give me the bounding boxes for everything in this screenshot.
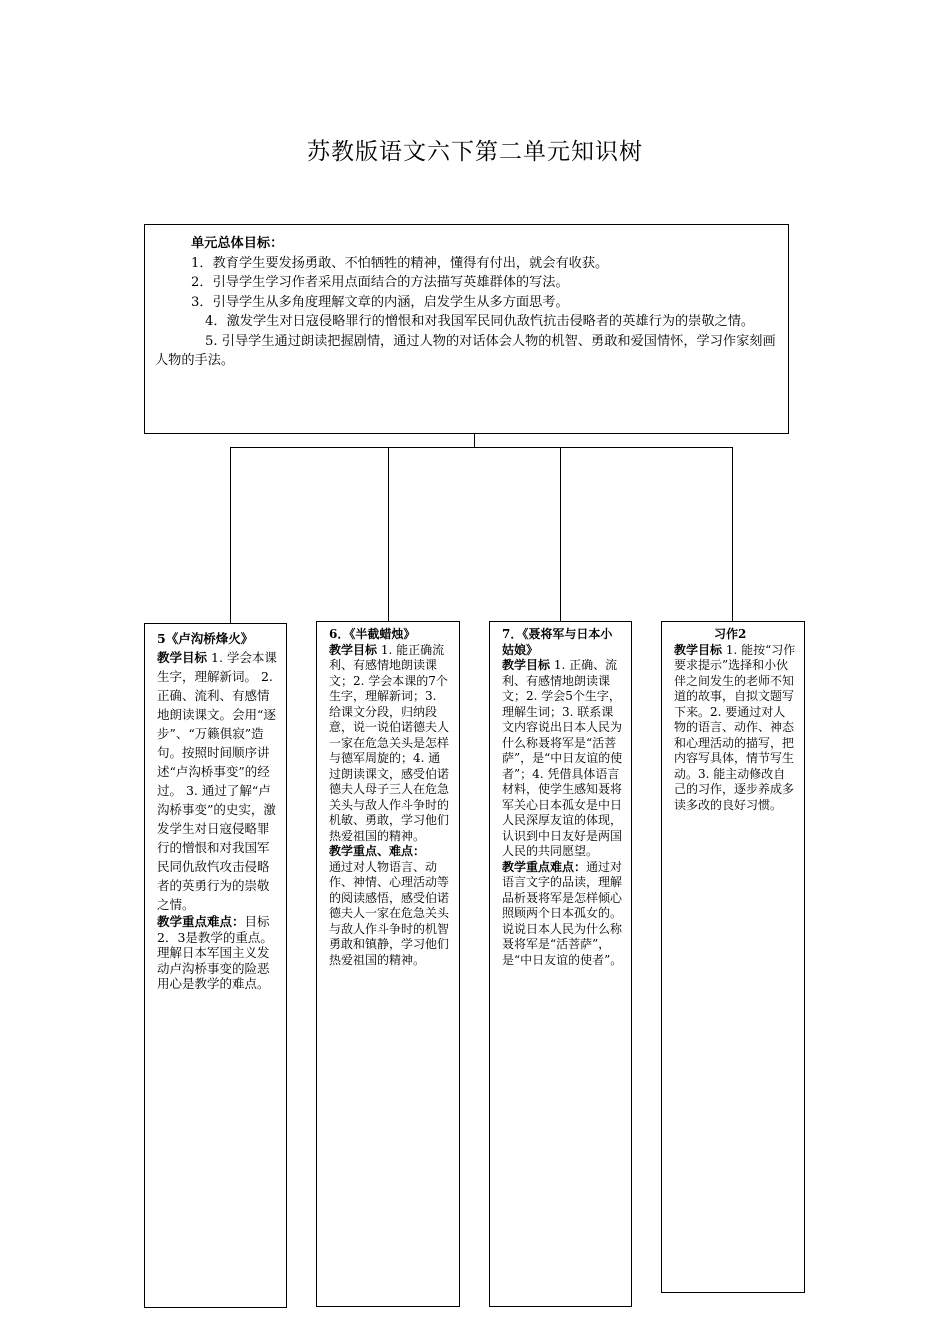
lesson-card-banjie-lazhu <box>316 621 460 1307</box>
key-text: 通过对人物语言、动作、神情、心理活动等的阅读感悟，感受伯诺德夫人一家在危急关头与敌人作斗争时的机智勇敢和镇静，学习他们热爱祖国的精神。 <box>329 859 450 967</box>
key-label: 教学重点难点： <box>502 859 587 874</box>
unit-goal-item: 3．引导学生从多角度理解文章的内涵，启发学生从多方面思考。 <box>191 294 569 310</box>
key-text: 目标2．3是教学的重点。理解日本军国主义发动卢沟桥事变的险恶用心是教学的难点。 <box>157 914 273 991</box>
unit-goal-item: 5. 引导学生通过朗读把握剧情，通过人物的对话体会人物的机智、勇敢和爱国情怀，学习作家刻画人物的手法。 <box>155 333 776 368</box>
lesson-title: 6．《半截蜡烛》 <box>329 627 416 641</box>
goal-label: 教学目标 <box>329 642 378 657</box>
goal-label: 教学目标 <box>157 650 208 665</box>
goal-text: 1. 能正确流利、有感情地朗读课文；2. 学会本课的7个生字，理解新词；3. 给课文分段，归纳段意，说一说伯诺德夫人一家在危急关头是怎样与德军周旋的；4. 通过朗读课文，感受伯诺德夫人母子三人在危急关头与敌人作斗争时的机敏、勇敢，学习他们热爱祖国的精神。 <box>329 642 450 843</box>
key-label: 教学重点、难点： <box>329 844 426 858</box>
lesson-card-lugouqiao <box>144 623 287 1308</box>
unit-goal-item: 2．引导学生学习作者采用点面结合的方法描写英雄群体的写法。 <box>191 275 569 290</box>
page-title: 苏教版语文六下第二单元知识树 <box>307 139 643 165</box>
goal-text: 1. 能按“习作要求提示”选择和小伙伴之间发生的老师不知道的故事，自拟文题写下来。2. 要通过对人物的语言、动作、神态和心理活动的描写，把内容写具体，情节写生动。3. 能主动修改自己的习作，逐步养成多读多改的良好习惯。 <box>674 642 796 812</box>
goal-text: 1. 学会本课生字，理解新词。 2.正确、流利、有感情地朗读课文。会用“逐步”、“万籁俱寂”造句。按照时间顺序讲述“卢沟桥事变”的经过。 3. 通过了解“卢沟桥事变”的史实，激发学生对日寇侵略罪行的憎恨和对我国军民同仇敌忾攻击侵略者的英勇行为的崇敬之情。 <box>157 650 277 912</box>
unit-goal-item: 4．激发学生对日寇侵略罪行的憎恨和对我国军民同仇敌忾抗击侵略者的英雄行为的崇敬之情。 <box>205 314 755 329</box>
goal-label: 教学目标 <box>674 642 723 657</box>
lesson-title: 5《卢沟桥烽火》 <box>157 631 254 646</box>
key-text: 通过对语言文字的品读，理解品析聂将军是怎样倾心照顾两个日本孤女的。说说日本人民为什么称聂将军是“活菩萨”，是“中日友谊的使者”。 <box>502 859 623 967</box>
unit-goal-item: 1．教育学生要发扬勇敢、不怕牺牲的精神，懂得有付出，就会有收获。 <box>191 255 609 271</box>
lesson-card-niejiangjun <box>489 621 632 1307</box>
lesson-title: 7．《聂将军与日本小姑娘》 <box>502 627 613 657</box>
key-label: 教学重点难点： <box>157 914 245 929</box>
goal-text: 1. 正确、流利、有感情地朗读课文；2. 学会5个生字，理解生词；3. 联系课文内容说出日本人民为什么称聂将军是“活菩萨”，是“中日友谊的使者”；4. 凭借具体语言材料，使学生感知聂将军关心日本孤女是中日人民深厚友谊的体现，认识到中日友好是两国人民的共同愿望。 <box>502 658 623 858</box>
lesson-card-xizuo2 <box>661 621 805 1293</box>
lesson-title: 习作2 <box>714 627 747 641</box>
goal-label: 教学目标 <box>502 658 551 672</box>
unit-goals-heading: 单元总体目标： <box>191 236 284 251</box>
